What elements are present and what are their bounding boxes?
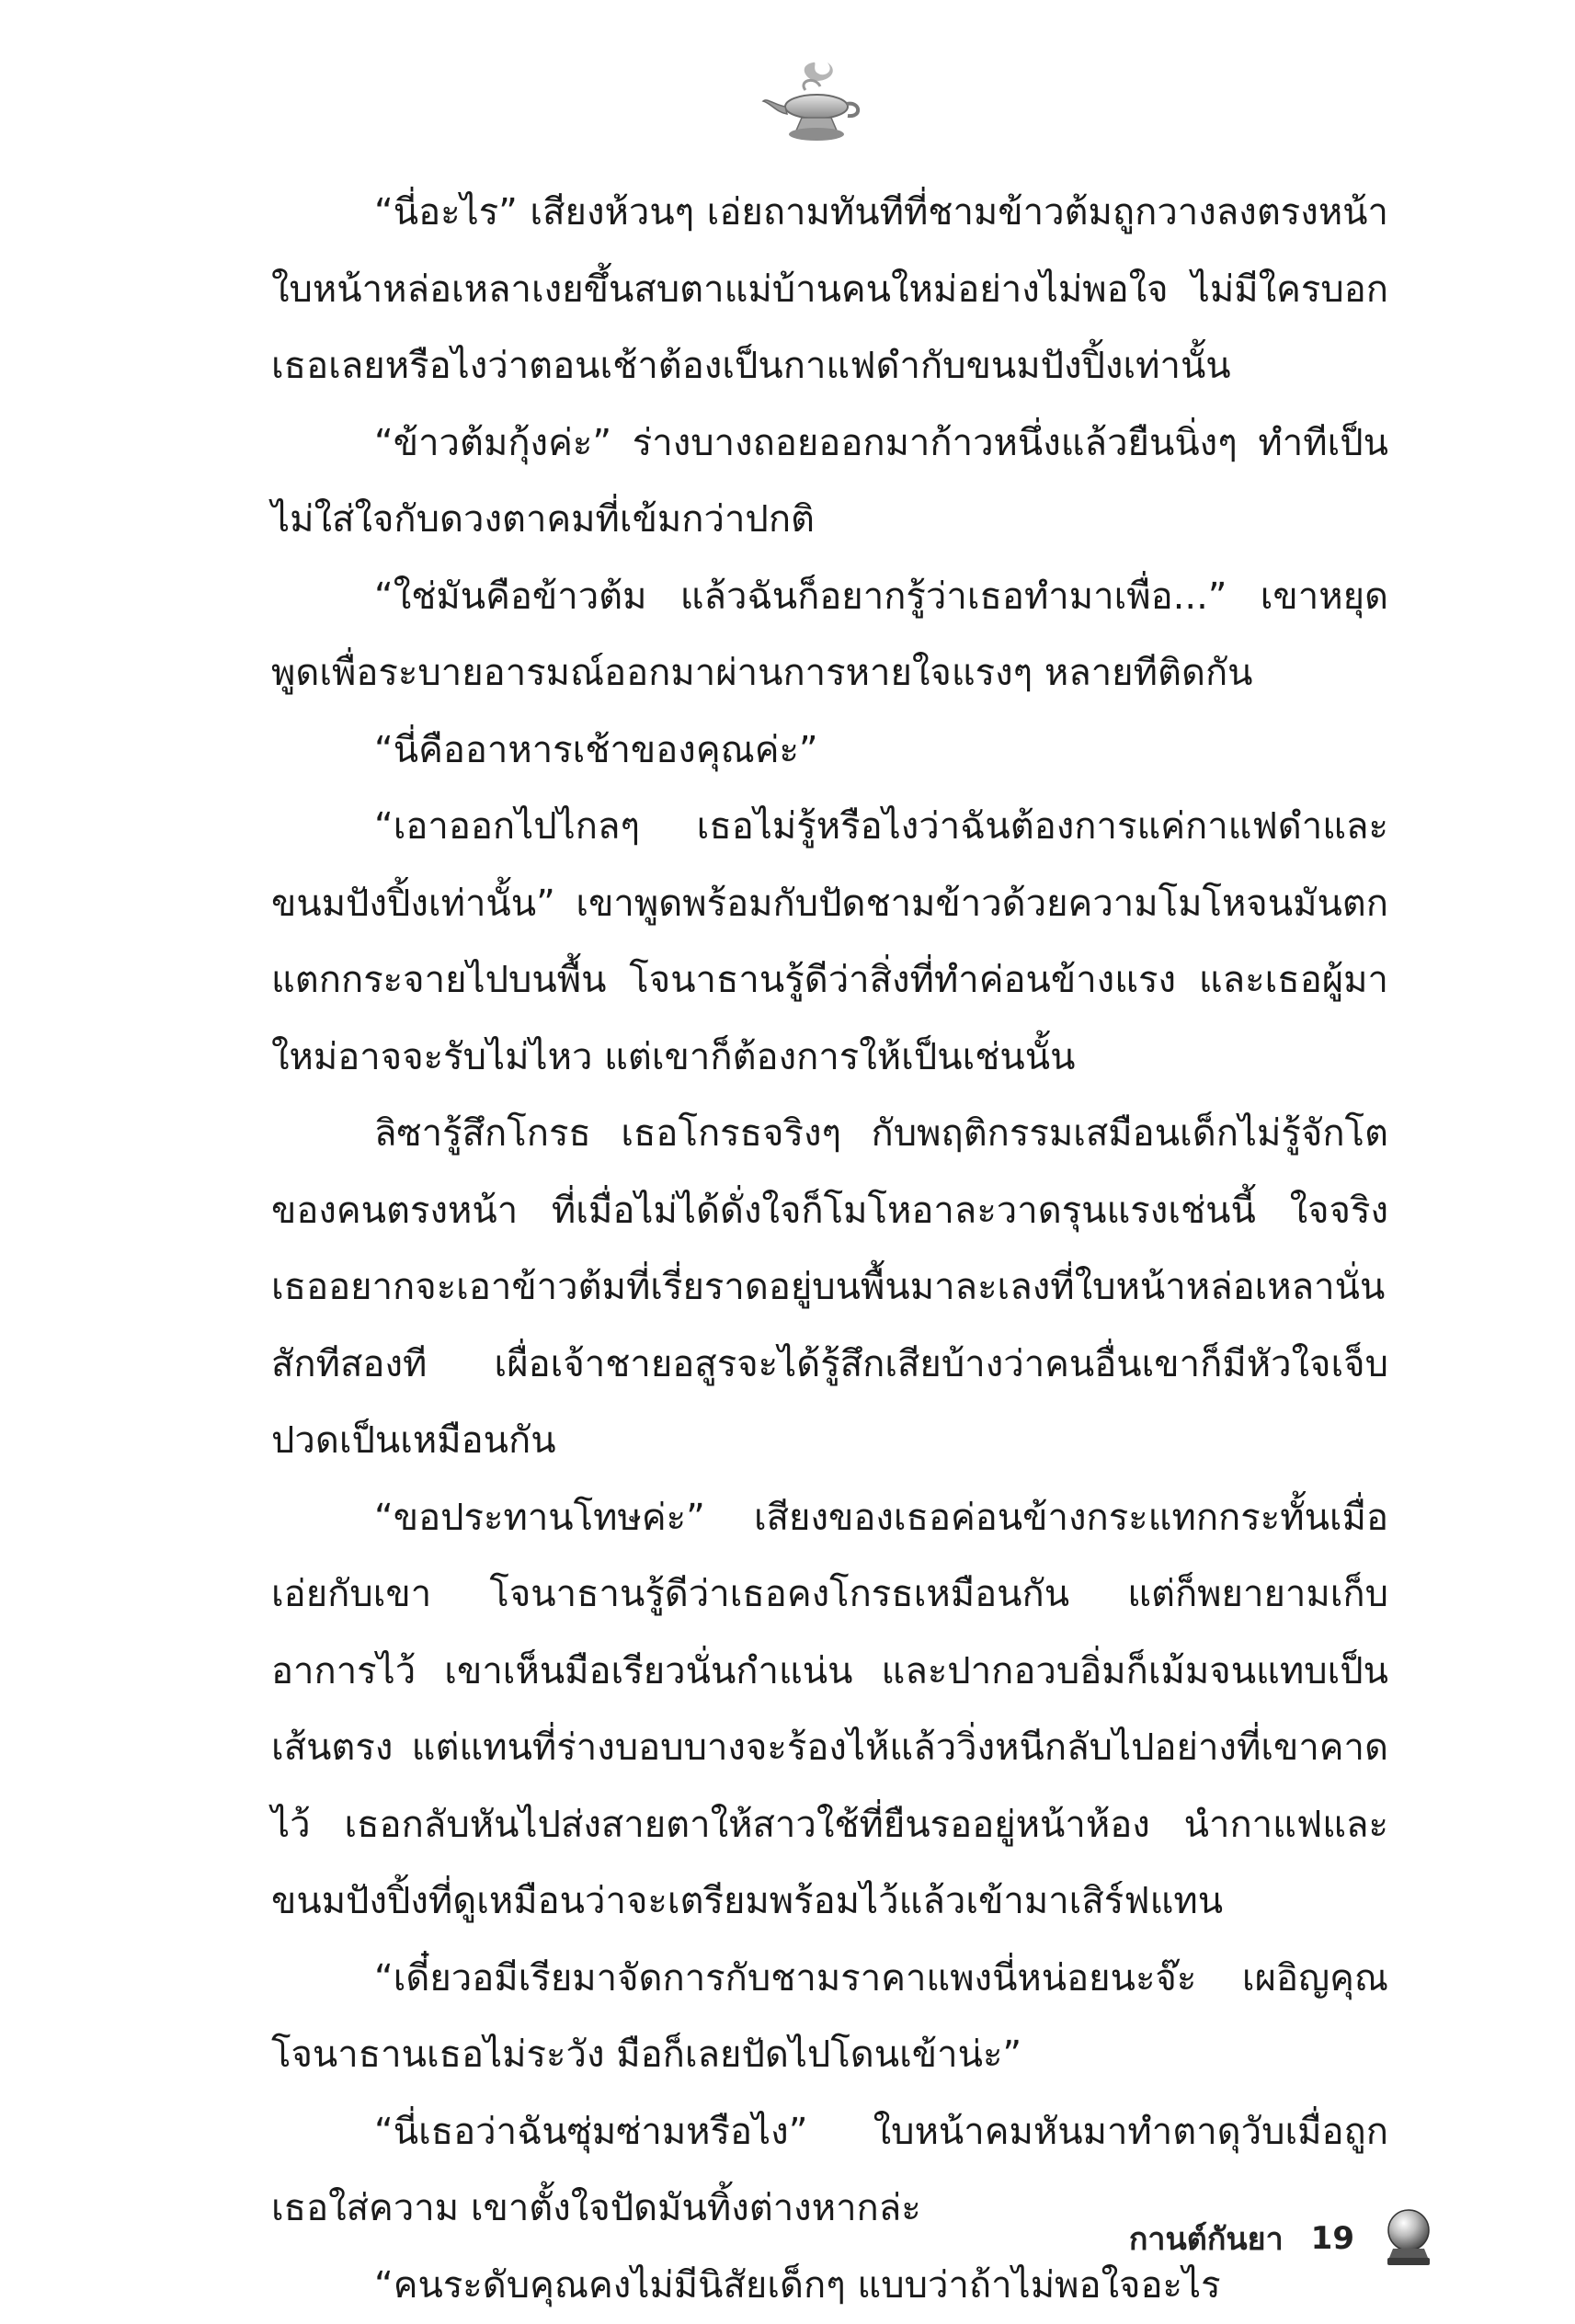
book-title: กานต์กันยา xyxy=(1129,2214,1284,2263)
paragraph: “นี่อะไร” เสียงห้วนๆ เอ่ยถามทันทีที่ชามข้าวต้มถูกวางลงตรงหน้า ใบหน้าหล่อเหลาเงยขึ้นสบตาแม่บ้านคนใหม่อย่างไม่พอใจ ไม่มีใครบอกเธอเลยหรือไงว่าตอนเช้าต้องเป็นกาแฟดำกับขนมปังปิ้งเท่านั้น xyxy=(271,175,1388,405)
paragraph: “เดี๋ยวอมีเรียมาจัดการกับชามราคาแพงนี่หน่อยนะจ๊ะ เผอิญคุณโจนาธานเธอไม่ระวัง มือก็เลยปัดไปโดนเข้าน่ะ” xyxy=(271,1941,1388,2094)
crystal-ball-icon xyxy=(1380,2206,1437,2271)
paragraph: “คนระดับคุณคงไม่มีนิสัยเด็กๆ แบบว่าถ้าไม่พอใจอะไร xyxy=(271,2248,1388,2324)
genie-lamp-icon xyxy=(759,53,870,154)
paragraph: “ขอประทานโทษค่ะ” เสียงของเธอค่อนข้างกระแทกกระทั้นเมื่อเอ่ยกับเขา โจนาธานรู้ดีว่าเธอคงโกรธเหมือนกัน แต่ก็พยายามเก็บอาการไว้ เขาเห็นมือเรียวนั่นกำแน่น และปากอวบอิ่มก็เม้มจนแทบเป็นเส้นตรง แต่แทนที่ร่างบอบบางจะร้องไห้แล้ววิ่งหนีกลับไปอย่างที่เขาคาดไว้ เธอกลับหันไปส่งสายตาให้สาวใช้ที่ยืนรออยู่หน้าห้อง นำกาแฟและขนมปังปิ้งที่ดูเหมือนว่าจะเตรียมพร้อมไว้แล้วเข้ามาเสิร์ฟแทน xyxy=(271,1480,1388,1941)
paragraph: “นี่เธอว่าฉันซุ่มซ่ามหรือไง” ใบหน้าคมหันมาทำตาดุวับเมื่อถูกเธอใส่ความ เขาตั้งใจปัดมันทิ้งต่างหากล่ะ xyxy=(271,2094,1388,2248)
paragraph: “นี่คืออาหารเช้าของคุณค่ะ” xyxy=(271,712,1388,790)
page-footer xyxy=(1129,2206,1437,2271)
paragraph: “เอาออกไปไกลๆ เธอไม่รู้หรือไงว่าฉันต้องการแค่กาแฟดำและขนมปังปิ้งเท่านั้น” เขาพูดพร้อมกับปัดชามข้าวด้วยความโมโหจนมันตกแตกกระจายไปบนพื้น โจนาธานรู้ดีว่าสิ่งที่ทำค่อนข้างแรง และเธอผู้มาใหม่อาจจะรับไม่ไหว แต่เขาก็ต้องการให้เป็นเช่นนั้น xyxy=(271,789,1388,1096)
paragraph: ลิซารู้สึกโกรธ เธอโกรธจริงๆ กับพฤติกรรมเสมือนเด็กไม่รู้จักโตของคนตรงหน้า ที่เมื่อไม่ได้ดั่งใจก็โมโหอาละวาดรุนแรงเช่นนี้ ใจจริงเธออยากจะเอาข้าวต้มที่เรี่ยราดอยู่บนพื้นมาละเลงที่ใบหน้าหล่อเหลานั่นสักทีสองที เผื่อเจ้าชายอสูรจะได้รู้สึกเสียบ้างว่าคนอื่นเขาก็มีหัวใจเจ็บปวดเป็นเหมือนกัน xyxy=(271,1096,1388,1480)
page-number: 19 xyxy=(1311,2220,1354,2257)
story-text xyxy=(271,175,1388,2324)
paragraph: “ใช่มันคือข้าวต้ม แล้วฉันก็อยากรู้ว่าเธอทำมาเพื่อ...” เขาหยุดพูดเพื่อระบายอารมณ์ออกมาผ่านการหายใจแรงๆ หลายทีติดกัน xyxy=(271,559,1388,712)
paragraph: “ข้าวต้มกุ้งค่ะ” ร่างบางถอยออกมาก้าวหนึ่งแล้วยืนนิ่งๆ ทำทีเป็นไม่ใส่ใจกับดวงตาคมที่เข้มกว่าปกติ xyxy=(271,405,1388,559)
